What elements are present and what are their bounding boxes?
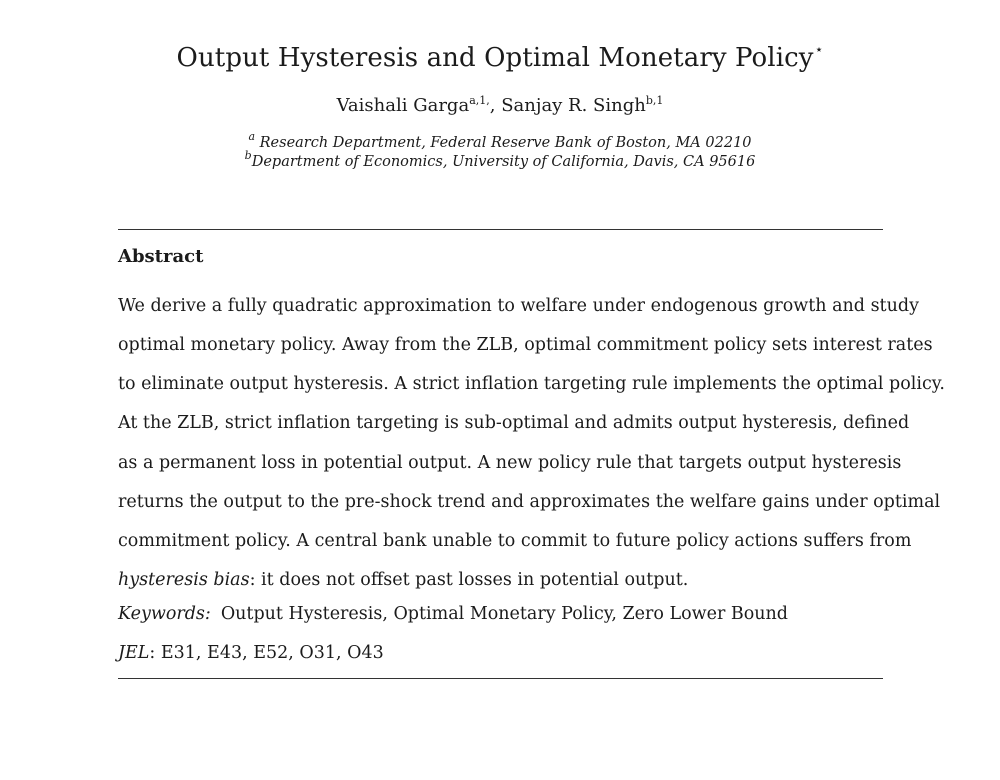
abstract-heading: Abstract bbox=[118, 246, 204, 267]
author-name: Sanjay R. Singh bbox=[501, 95, 646, 116]
author-list bbox=[0, 94, 1000, 118]
author-affiliation-mark: b,1 bbox=[645, 94, 664, 107]
abstract-line: to eliminate output hysteresis. A strict inflation targeting rule implements the optimal policy. bbox=[118, 374, 945, 394]
title-footnote-star: ⋆ bbox=[814, 42, 824, 58]
abstract-last-line-text: : it does not offset past losses in potential output. bbox=[249, 570, 689, 590]
abstract-line: We derive a fully quadratic approximation to welfare under endogenous growth and study bbox=[118, 296, 919, 316]
affiliation-b bbox=[0, 149, 1000, 172]
author-name: Vaishali Garga bbox=[336, 95, 470, 116]
affiliation-a bbox=[0, 130, 1000, 153]
jel-codes: : E31, E43, E52, O31, O43 bbox=[149, 643, 384, 663]
paper-title bbox=[0, 32, 1000, 76]
jel-line bbox=[118, 640, 883, 666]
affiliation-text: Research Department, Federal Reserve Bank of Boston, MA 02210 bbox=[255, 135, 752, 151]
jel-label: JEL bbox=[118, 643, 150, 663]
title-text: Output Hysteresis and Optimal Monetary Policy bbox=[176, 43, 814, 73]
affiliation-mark: b bbox=[244, 149, 252, 162]
author-affiliation-mark: a,1, bbox=[469, 94, 490, 107]
abstract-last-line bbox=[118, 567, 883, 593]
abstract-line: commitment policy. A central bank unable to commit to future policy actions suffers from bbox=[118, 531, 912, 551]
affiliation-text: Department of Economics, University of California, Davis, CA 95616 bbox=[251, 154, 756, 170]
keywords-line bbox=[118, 601, 883, 627]
affiliation-mark: a bbox=[248, 130, 256, 143]
top-rule bbox=[118, 229, 883, 230]
hysteresis-bias-term: hysteresis bias bbox=[118, 570, 250, 590]
abstract-line: as a permanent loss in potential output. A new policy rule that targets output hysteresis bbox=[118, 453, 902, 473]
abstract-line: optimal monetary policy. Away from the ZLB, optimal commitment policy sets interest rates bbox=[118, 335, 933, 355]
abstract-line: returns the output to the pre-shock trend and approximates the welfare gains under optimal bbox=[118, 492, 941, 512]
author-separator: , bbox=[489, 95, 502, 116]
keywords-label: Keywords: bbox=[118, 604, 211, 624]
abstract-line: At the ZLB, strict inflation targeting is sub-optimal and admits output hysteresis, defined bbox=[118, 413, 910, 433]
bottom-rule bbox=[118, 678, 883, 679]
keywords-value: Output Hysteresis, Optimal Monetary Policy, Zero Lower Bound bbox=[220, 604, 789, 624]
